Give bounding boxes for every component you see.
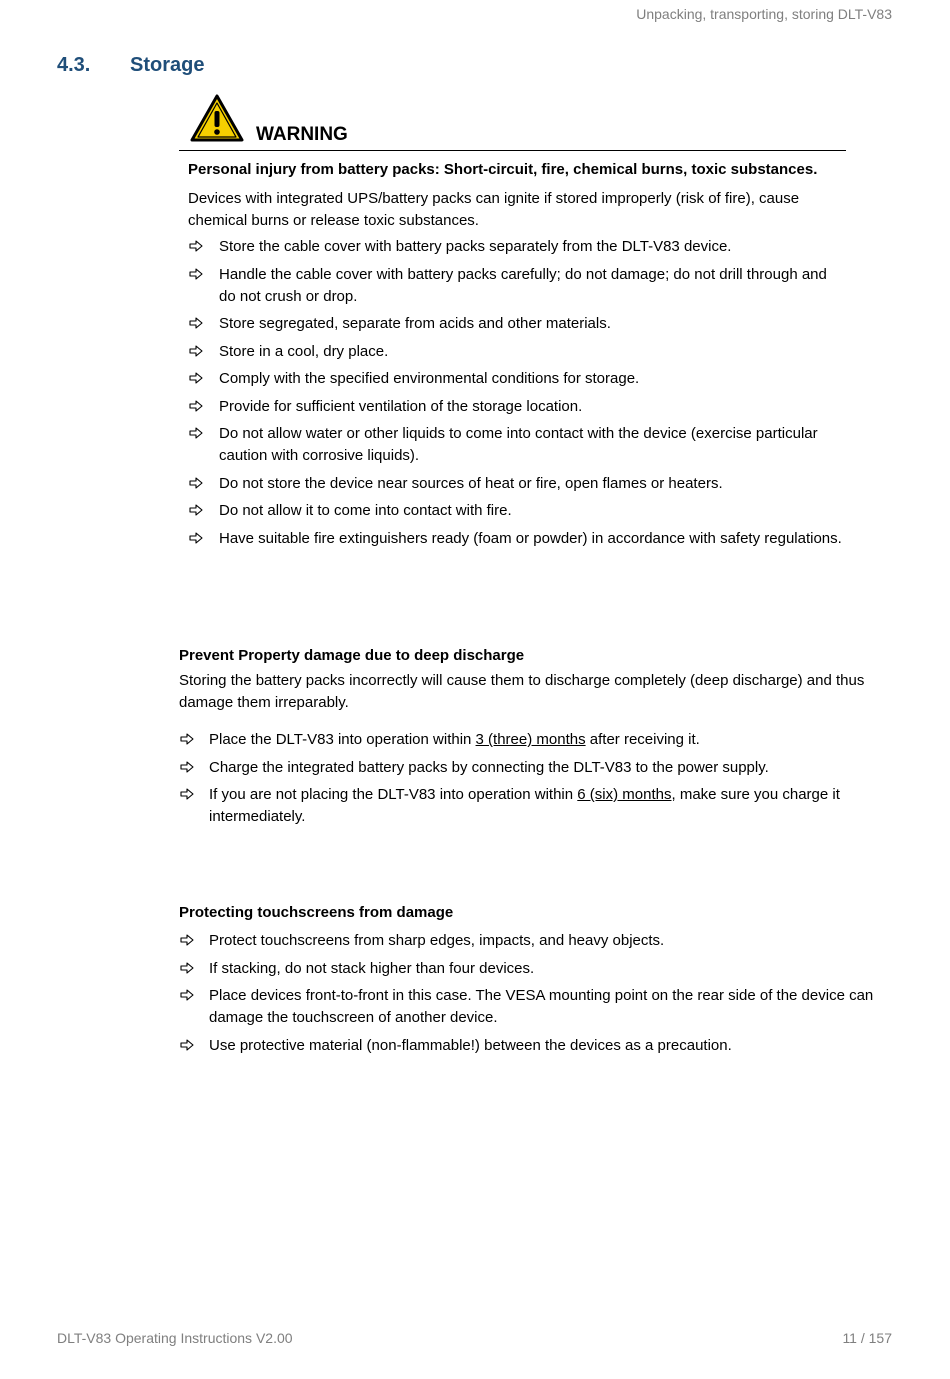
touchscreen-heading: Protecting touchscreens from damage — [179, 904, 454, 921]
list-item: Provide for sufficient ventilation of the storage location. — [188, 396, 846, 418]
list-item: If stacking, do not stack higher than four devices. — [179, 958, 889, 980]
discharge-heading: Prevent Property damage due to deep discharge — [179, 647, 525, 664]
arrow-right-icon — [180, 934, 194, 946]
arrow-right-icon — [180, 1039, 194, 1051]
list-item: Protect touchscreens from sharp edges, impacts, and heavy objects. — [179, 930, 889, 952]
arrow-right-icon — [189, 240, 203, 252]
warning-header — [179, 94, 846, 151]
list-item: Charge the integrated battery packs by connecting the DLT-V83 to the power supply. — [179, 757, 889, 779]
arrow-right-icon — [189, 532, 203, 544]
arrow-right-icon — [180, 989, 194, 1001]
list-item: Do not store the device near sources of heat or fire, open flames or heaters. — [188, 473, 846, 495]
arrow-right-icon — [189, 345, 203, 357]
touchscreen-section — [179, 902, 889, 1062]
list-item: Store in a cool, dry place. — [188, 341, 846, 363]
warning-lead: Personal injury from battery packs: Short-circuit, fire, chemical burns, toxic substances. — [188, 161, 818, 178]
arrow-right-icon — [189, 427, 203, 439]
arrow-right-icon — [189, 268, 203, 280]
footer-doc-title: DLT-V83 Operating Instructions V2.00 — [57, 1330, 293, 1346]
arrow-right-icon — [189, 317, 203, 329]
list-item: Do not allow water or other liquids to come into contact with the device (exercise particular caution with corrosive liquids). — [188, 423, 846, 467]
list-item: Place devices front-to-front in this case. The VESA mounting point on the rear side of the device can damage the touchscreen of another device. — [179, 985, 889, 1029]
list-item: Comply with the specified environmental conditions for storage. — [188, 368, 846, 390]
arrow-right-icon — [189, 372, 203, 384]
arrow-right-icon — [180, 761, 194, 773]
warning-list — [188, 236, 846, 550]
running-header: Unpacking, transporting, storing DLT-V83 — [636, 6, 892, 22]
warning-box — [179, 94, 846, 555]
underlined-period: 3 (three) months — [475, 731, 586, 748]
touchscreen-list — [179, 930, 889, 1057]
list-item: Store segregated, separate from acids and other materials. — [188, 313, 846, 335]
arrow-right-icon — [180, 788, 194, 800]
arrow-right-icon — [189, 400, 203, 412]
footer-page-number: 11 / 157 — [842, 1330, 892, 1346]
discharge-text: Storing the battery packs incorrectly will cause them to discharge completely (deep discharge) and thus damage them irreparably. — [179, 672, 865, 711]
warning-triangle-icon — [190, 94, 244, 142]
warning-title: WARNING — [256, 124, 348, 145]
section-heading — [57, 54, 204, 77]
list-item: Use protective material (non-flammable!) between the devices as a precaution. — [179, 1035, 889, 1057]
section-title: Storage — [130, 54, 205, 76]
list-item: If you are not placing the DLT-V83 into operation within 6 (six) months, make sure you charge it intermediately. — [179, 784, 889, 828]
list-item: Do not allow it to come into contact with fire. — [188, 500, 846, 522]
list-item: Handle the cable cover with battery packs carefully; do not damage; do not drill through and do not crush or drop. — [188, 264, 846, 308]
discharge-section — [179, 645, 889, 834]
underlined-period: 6 (six) months — [577, 786, 672, 803]
arrow-right-icon — [180, 962, 194, 974]
arrow-right-icon — [189, 504, 203, 516]
warning-description: Devices with integrated UPS/battery packs can ignite if stored improperly (risk of fire), cause chemical burns or release toxic substances. — [188, 190, 800, 229]
section-number: 4.3. — [57, 54, 91, 76]
warning-body — [179, 151, 846, 550]
list-item: Have suitable fire extinguishers ready (foam or powder) in accordance with safety regulations. — [188, 528, 846, 550]
arrow-right-icon — [180, 733, 194, 745]
list-item: Store the cable cover with battery packs separately from the DLT-V83 device. — [188, 236, 846, 258]
discharge-list — [179, 729, 889, 828]
list-item: Place the DLT-V83 into operation within 3 (three) months after receiving it. — [179, 729, 889, 751]
arrow-right-icon — [189, 477, 203, 489]
